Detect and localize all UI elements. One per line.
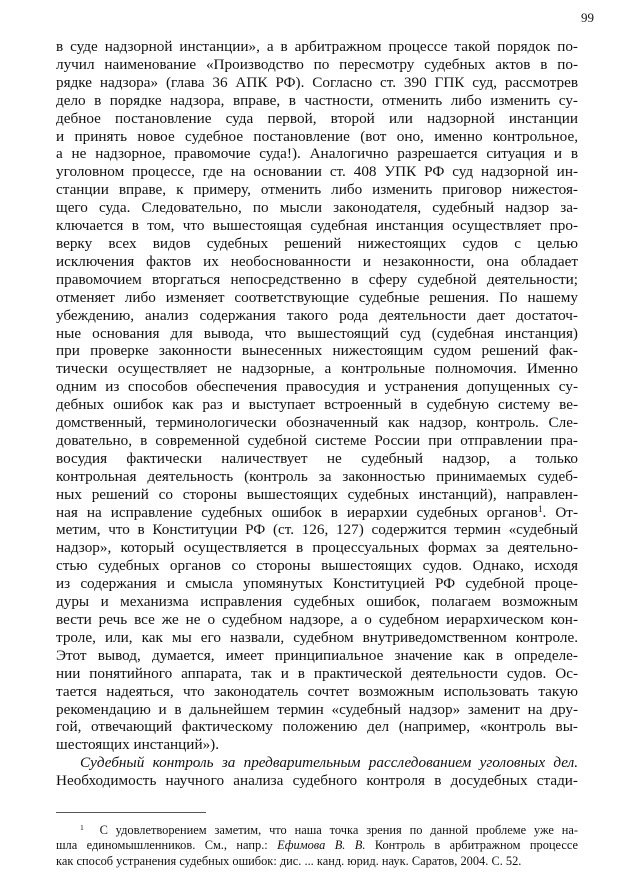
text-line: шестоящих инстанций»). bbox=[56, 736, 220, 754]
text-line: восудия фактически наличествует не судебный надзор, а только bbox=[56, 449, 578, 467]
text-line: ные основания для вывода, что вышестоящий суд (судебная инстанция) bbox=[56, 324, 578, 342]
footnote-text: Контроль в арбитражном процессе bbox=[365, 838, 578, 853]
text-line: рекомендацию и в дальнейшем термин «судебный надзор» заменит на дру- bbox=[56, 700, 578, 718]
text-line: дело в порядке надзора, вправе, в частности, отменить либо изменить су- bbox=[56, 91, 578, 109]
text-line: троле, или, как мы его назвали, судебном внутриведомственном контроле. bbox=[56, 628, 578, 646]
text-line: дебное постановление суда первой, второй или надзорной инстанции bbox=[56, 109, 578, 127]
text-line: отменяет либо изменяет соответствующие судебные решения. По нашему bbox=[56, 288, 578, 306]
text-line: гой, отвечающий фактическому положению дел (например, «контроль вы- bbox=[56, 718, 578, 736]
text-line: стью судебных органов со стороны вышестоящих судов. Однако, исходя bbox=[56, 557, 578, 575]
text-line: контрольная деятельность (контроль за законностью принимаемых судеб- bbox=[56, 467, 578, 485]
text-line: надзор», который осуществляется в процессуальных формах за деятельно- bbox=[56, 539, 578, 557]
text-line: ключается в том, что вышестоящая судебная инстанция осуществляет про- bbox=[56, 217, 578, 235]
section-heading-line bbox=[56, 754, 578, 772]
footnote-author: Ефимова В. В. bbox=[277, 838, 366, 853]
text-line: щего суда. Следовательно, по мысли законодателя, судебный надзор за- bbox=[56, 199, 578, 217]
text-line: вести речь все же не о судебном надзоре, а о судебном иерархическом кон- bbox=[56, 611, 578, 628]
text-line: верку всех видов судебных решений нижестоящих судов с целью bbox=[56, 234, 578, 252]
footnote-text: шла единомышленников. См., напр.: bbox=[56, 838, 278, 853]
text-line: в суде надзорной инстанции», а в арбитражном процессе такой порядок по- bbox=[56, 38, 578, 55]
section-heading: Судебный контроль за предварительным расследованием уголовных дел. bbox=[80, 754, 578, 772]
footnote-line bbox=[56, 838, 578, 853]
text-line: уголовном процессе, где на основании ст. 408 УПК РФ суд надзорной ин- bbox=[56, 163, 578, 181]
text-line: станции вправе, к примеру, отменить либо изменить приговор нижестоя- bbox=[56, 181, 578, 199]
text-line: правомочием вторгаться непосредственно в сферу судебной деятельности; bbox=[56, 270, 578, 288]
footnote-line: как способ устранения судебных ошибок: дис. ... канд. юрид. наук. Саратов, 2004. С. 52. bbox=[56, 853, 522, 868]
footnote-text: С удовлетворением заметим, что наша точка зрения по данной проблеме уже на- bbox=[99, 823, 578, 837]
text-line: и принять новое судебное постановление (вот оно, именно контрольное, bbox=[56, 127, 578, 145]
footnote-line bbox=[56, 823, 578, 838]
text-line: метим, что в Конституции РФ (ст. 126, 127) содержится термин «судебный bbox=[56, 521, 578, 539]
text-line: нии понятийного аппарата, так и в практической деятельности судов. Ос- bbox=[56, 664, 578, 682]
text-line-part: ная на исправление судебных ошибок в иерархии судебных органов bbox=[56, 503, 538, 521]
footnotes bbox=[56, 823, 578, 869]
text-line: дуры и механизма исправления судебных ошибок, полагаем возможным bbox=[56, 593, 578, 611]
text-line: дебных ошибок как раз и выступает встроенный в судебную систему ве- bbox=[56, 396, 578, 414]
text-line: Необходимость научного анализа судебного контроля в досудебных стади- bbox=[56, 772, 578, 790]
page-number: 99 bbox=[581, 10, 594, 25]
footnote-mark: 1 bbox=[80, 822, 84, 832]
text-line: убеждению, анализ содержания такого рода деятельности дает достаточ- bbox=[56, 306, 578, 324]
text-line-part: . От- bbox=[542, 503, 578, 521]
footnote-reference[interactable]: 1 bbox=[537, 504, 543, 515]
text-line: тается надеяться, что законодатель сочтет возможным использовать такую bbox=[56, 682, 578, 700]
text-line: домственный, терминологически обозначенный как надзор, контроль. Сле- bbox=[56, 414, 578, 432]
text-line-with-footnote bbox=[56, 504, 578, 522]
text-line: исключения фактов их необоснованности и незаконности, она обладает bbox=[56, 252, 578, 270]
text-line: лучил наименование «Производство по пересмотру судебных актов в по- bbox=[56, 55, 578, 73]
text-line: при проверке законности вынесенных нижестоящим судом решений фак- bbox=[56, 342, 578, 360]
text-line: тически осуществляет не надзорные, а контрольные полномочия. Именно bbox=[56, 360, 578, 378]
text-line: довательно, в современной судебной системе России при отправлении пра- bbox=[56, 431, 578, 449]
text-line: а не надзорное, правомочие суда!). Аналогично разрешается ситуация и в bbox=[56, 145, 578, 163]
text-line: рядке надзора» (глава 36 АПК РФ). Согласно ст. 390 ГПК суд, рассмотрев bbox=[56, 73, 578, 91]
text-line: ных решений со стороны вышестоящих судебных инстанций), направлен- bbox=[56, 485, 578, 503]
footnote-divider bbox=[56, 812, 206, 813]
text-line: из содержания и смысла упомянутых Конституцией РФ судебной проце- bbox=[56, 575, 578, 593]
main-text bbox=[56, 38, 578, 790]
text-line: Этот вывод, думается, имеет принципиальное значение как в определе- bbox=[56, 646, 578, 664]
text-line: одним из способов обеспечения правосудия и устранения допущенных су- bbox=[56, 378, 578, 396]
